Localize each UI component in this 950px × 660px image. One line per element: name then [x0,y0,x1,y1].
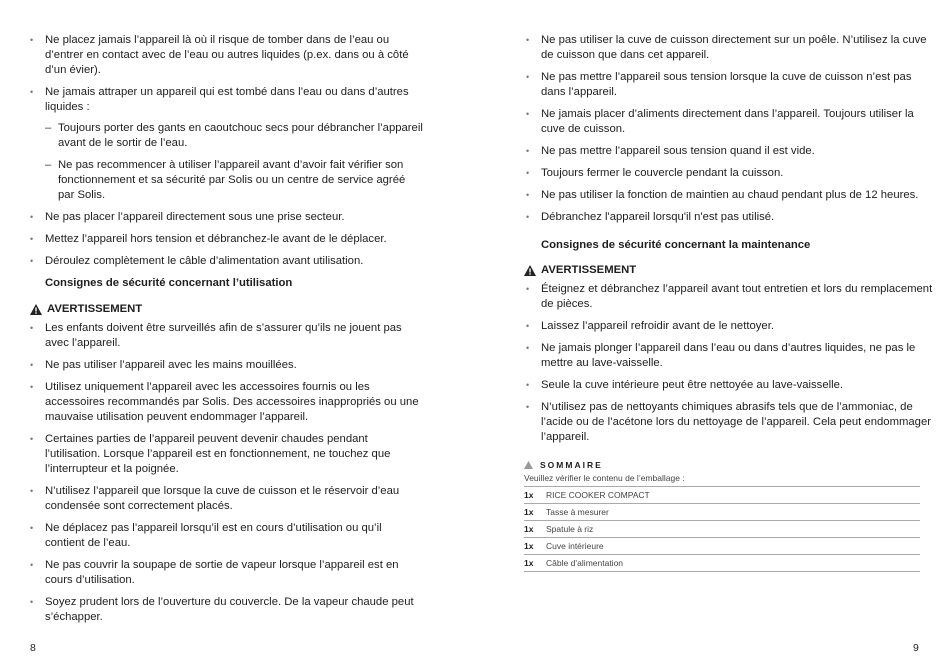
warning-label: AVERTISSEMENT [47,303,143,315]
list-item-text: Ne placez jamais l’appareil là où il risque de tomber dans de l’eau ou d’entrer en contact avec de l’eau ou autres liquides (p.ex. dans ou à côté d’un évier). [45,34,409,76]
triangle-icon [524,461,533,469]
table-row [524,504,920,521]
item-name: Câble d’alimentation [546,555,920,572]
item-qty: 1x [524,555,546,572]
list-item-text: Ne jamais placer d’aliments directement dans l’appareil. Toujours utiliser la cuve de cuisson. [541,108,914,135]
bullet-icon: • [526,380,530,390]
list-item-text: Ne jamais attraper un appareil qui est tombé dans l’eau ou dans d’autres liquides : [45,86,409,113]
list-item-text: Toujours fermer le couvercle pendant la cuisson. [541,167,784,179]
page-number: 9 [913,642,919,654]
list-item [0,254,423,269]
item-name: Tasse à mesurer [546,504,920,521]
contents-table [524,486,920,572]
dash-icon: – [45,122,52,134]
list-item [0,484,423,514]
list-item-text: Éteignez et débranchez l’appareil avant tout entretien et lors du remplacement de pièces. [541,283,933,310]
list-item-text: N’utilisez l’appareil que lorsque la cuve de cuisson et le réservoir d’eau condensée sont correctement placés. [45,485,400,512]
item-qty: 1x [524,504,546,521]
list-item [0,595,423,625]
list-item-text: Déroulez complètement le câble d’alimentation avant utilisation. [45,255,364,267]
list-item [0,232,423,247]
table-row [524,487,920,504]
list-item [0,85,423,203]
item-name: Cuve intérieure [546,538,920,555]
list-item-text: Ne pas mettre l’appareil sous tension quand il est vide. [541,145,815,157]
sommaire-section [524,460,920,572]
list-item [475,210,933,225]
list-item-text: Ne pas placer l’appareil directement sous une prise secteur. [45,211,345,223]
list-item [0,358,423,373]
sommaire-heading [524,460,920,470]
bullet-icon: • [526,146,530,156]
list-item [0,432,423,477]
sub-bullet-list [45,121,423,203]
list-item-text: Ne pas mettre l’appareil sous tension lorsque la cuve de cuisson n’est pas dans l’appareil. [541,71,912,98]
list-item-text: Utilisez uniquement l’appareil avec les accessoires fournis ou les accessoires recommandés par Solis. Des accessoires inappropriés ou une mauvaise utilisation peuvent endommager l’appareil. [45,381,419,423]
bullet-icon: • [526,190,530,200]
list-item-text: Mettez l’appareil hors tension et débranchez-le avant de le déplacer. [45,233,387,245]
bullet-icon: • [526,35,530,45]
bullet-icon: • [526,284,530,294]
list-item [475,188,933,203]
list-item [475,319,933,334]
warning-icon [30,304,42,315]
bullet-icon: • [30,212,34,222]
list-item [475,400,933,445]
bullet-icon: • [526,168,530,178]
bullet-icon: • [30,597,34,607]
item-name: Spatule à riz [546,521,920,538]
warning-heading [30,303,142,315]
bullet-icon: • [30,360,34,370]
section-title-utilisation: Consignes de sécurité concernant l’utilisation [45,277,293,289]
bullet-icon: • [526,72,530,82]
bullet-icon: • [30,486,34,496]
list-item [0,33,423,78]
list-item [475,378,933,393]
list-item-text: Débranchez l'appareil lorsqu'il n'est pas utilisé. [541,211,775,223]
list-item-text: N’utilisez pas de nettoyants chimiques abrasifs tels que de l’ammoniac, de l’acide ou de l’acétone lors du nettoyage de l’appareil. Cela peut endommager l’appareil. [541,401,931,443]
item-qty: 1x [524,521,546,538]
left-bullet-list-top [0,33,423,276]
sommaire-title: SOMMAIRE [540,460,603,470]
table-row [524,538,920,555]
bullet-icon: • [526,321,530,331]
sub-list-item [45,158,423,203]
list-item-text: Ne pas utiliser l’appareil avec les mains mouillées. [45,359,297,371]
warning-label: AVERTISSEMENT [541,264,637,276]
warning-icon [524,265,536,276]
list-item-text: Ne pas utiliser la cuve de cuisson directement sur un poêle. N’utilisez la cuve de cuisson que dans cet appareil. [541,34,927,61]
item-name: RICE COOKER COMPACT [546,487,920,504]
bullet-icon: • [526,109,530,119]
dash-icon: – [45,159,52,171]
sub-list-item [45,121,423,151]
list-item [0,210,423,225]
bullet-icon: • [30,523,34,533]
right-warning-bullet-list [475,282,933,452]
bullet-icon: • [30,35,34,45]
right-bullet-list-top [475,33,933,232]
bullet-icon: • [30,323,34,333]
list-item-text: Laissez l’appareil refroidir avant de le nettoyer. [541,320,774,332]
list-item [0,321,423,351]
list-item [475,166,933,181]
item-qty: 1x [524,538,546,555]
list-item-text: Les enfants doivent être surveillés afin de s’assurer qu’ils ne jouent pas avec l’appareil. [45,322,402,349]
bullet-icon: • [30,434,34,444]
sub-list-item-text: Ne pas recommencer à utiliser l’appareil avant d’avoir fait vérifier son fonctionnement et sa sécurité par Solis ou un centre de service agréé par Solis. [58,159,406,201]
list-item [475,107,933,137]
table-row [524,555,920,572]
list-item [475,341,933,371]
bullet-icon: • [30,382,34,392]
bullet-icon: • [30,560,34,570]
page-number: 8 [30,642,36,654]
list-item-text: Ne déplacez pas l’appareil lorsqu’il est en cours d’utilisation ou qu’il contient de l’eau. [45,522,382,549]
list-item [475,144,933,159]
list-item-text: Ne pas utiliser la fonction de maintien au chaud pendant plus de 12 heures. [541,189,919,201]
sommaire-subtitle: Veuillez vérifier le contenu de l’emballage : [524,473,685,483]
warning-heading [524,264,636,276]
table-row [524,521,920,538]
list-item-text: Ne pas couvrir la soupape de sortie de vapeur lorsque l’appareil est en cours d’utilisation. [45,559,399,586]
list-item-text: Seule la cuve intérieure peut être nettoyée au lave-vaisselle. [541,379,844,391]
bullet-icon: • [30,256,34,266]
list-item [475,282,933,312]
list-item [0,521,423,551]
list-item-text: Soyez prudent lors de l’ouverture du couvercle. De la vapeur chaude peut s’échapper. [45,596,414,623]
bullet-icon: • [30,87,34,97]
bullet-icon: • [526,212,530,222]
list-item [475,70,933,100]
list-item [0,380,423,425]
left-warning-bullet-list [0,321,423,632]
list-item [475,33,933,63]
sub-list-item-text: Toujours porter des gants en caoutchouc secs pour débrancher l’appareil avant de le sortir de l’eau. [58,122,423,149]
list-item [0,558,423,588]
section-title-maintenance: Consignes de sécurité concernant la maintenance [541,239,811,251]
list-item-text: Ne jamais plonger l’appareil dans l’eau ou dans d’autres liquides, ne pas le mettre au lave-vaisselle. [541,342,916,369]
item-qty: 1x [524,487,546,504]
bullet-icon: • [30,234,34,244]
bullet-icon: • [526,343,530,353]
bullet-icon: • [526,402,530,412]
list-item-text: Certaines parties de l’appareil peuvent devenir chaudes pendant l’utilisation. Lorsque l’appareil est en fonctionnement, ne touchez que l’interrupteur et la poignée. [45,433,391,475]
